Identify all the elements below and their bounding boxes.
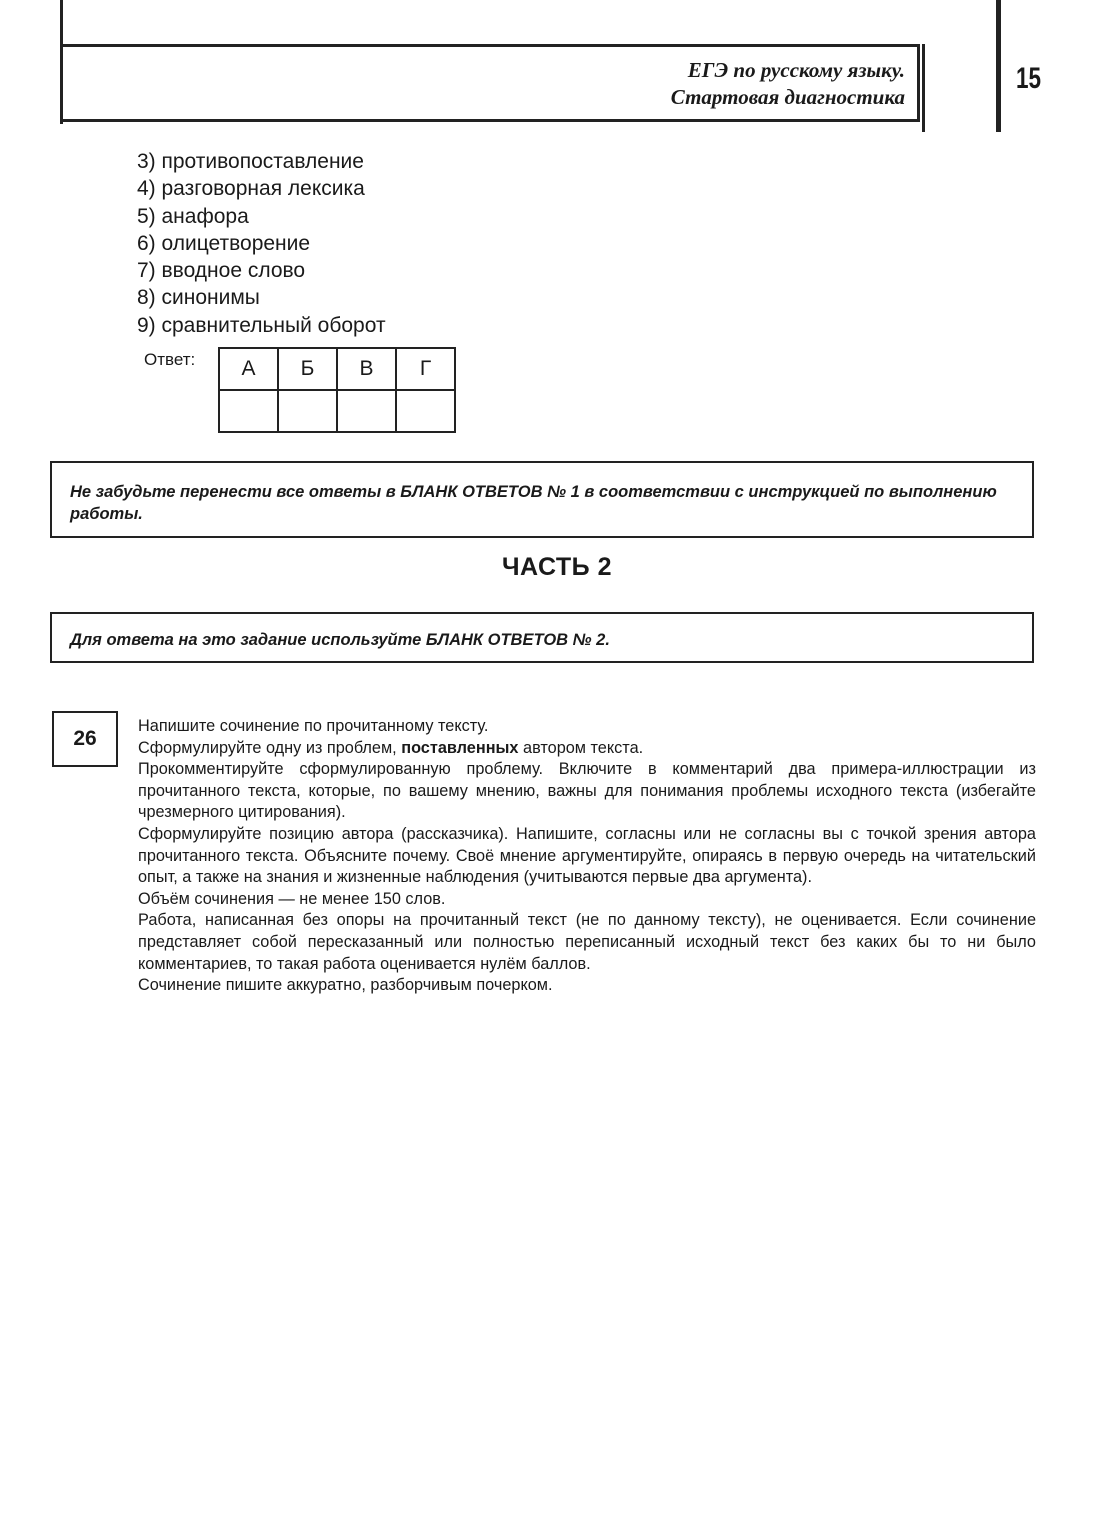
task-text-span: автором текста.: [518, 738, 644, 757]
task-text-span: Сформулируйте одну из проблем,: [138, 738, 402, 757]
task-paragraph: Объём сочинения — не менее 150 слов.: [138, 889, 446, 908]
task-paragraph: [138, 738, 1036, 760]
list-item: 9) сравнительный оборот: [137, 313, 386, 337]
page-number: 15: [1016, 62, 1042, 95]
task-paragraph: Напишите сочинение по прочитанному тексту.: [138, 717, 489, 735]
answer-cell-a[interactable]: [219, 390, 278, 432]
task-number: 26: [52, 711, 118, 767]
answer-cell-v[interactable]: [337, 390, 396, 432]
answer-header-cell: А: [219, 348, 278, 390]
list-item: 5) анафора: [137, 204, 249, 228]
list-item: 4) разговорная лексика: [137, 177, 365, 201]
notice-transfer-answers: Не забудьте перенести все ответы в БЛАНК ОТВЕТОВ № 1 в соответствии с инструкцией по выполнению работы.: [50, 461, 1034, 538]
list-item: 8) синонимы: [137, 286, 260, 310]
task-text-bold: поставленных: [401, 738, 519, 757]
answer-header-cell: Б: [278, 348, 337, 390]
header-title: [671, 57, 905, 111]
list-item: 7) вводное слово: [137, 259, 306, 283]
answer-label: Ответ:: [144, 350, 196, 369]
list-item: 6) олицетворение: [137, 231, 311, 255]
answer-header-cell: Г: [396, 348, 455, 390]
answer-cell-b[interactable]: [278, 390, 337, 432]
header-right-rule: [922, 44, 925, 132]
list-item: 3) противопоставление: [137, 150, 364, 173]
task-paragraph: Прокомментируйте сформулированную проблему. Включите в комментарий два примера-иллюстрации из прочитанного текста, которые, по вашему мнению, важны для понимания проблемы исходного текста (избегайте чрезмерного цитирования).: [138, 760, 1036, 822]
answer-cell-g[interactable]: [396, 390, 455, 432]
answer-table: [218, 347, 456, 433]
page-number-bar: [996, 0, 1001, 132]
answer-input-row: [219, 390, 455, 432]
header-title-line1: ЕГЭ по русскому языку.: [687, 58, 905, 82]
header-box: [60, 44, 920, 122]
notice-answer-form: Для ответа на это задание используйте БЛАНК ОТВЕТОВ № 2.: [50, 612, 1034, 663]
task-paragraph: Работа, написанная без опоры на прочитанный текст (не по данному тексту), не оценивается. Если сочинение представляет собой пересказанный или полностью переписанный исходный текст без каких бы то ни было комментариев, то такая работа оценивается нулём баллов.: [138, 911, 1036, 973]
part-title: ЧАСТЬ 2: [501, 553, 613, 581]
task-paragraph: Сочинение пишите аккуратно, разборчивым почерком.: [138, 976, 553, 995]
answer-header-cell: В: [337, 348, 396, 390]
task-paragraph: Сформулируйте позицию автора (рассказчика). Напишите, согласны или не согласны вы с точкой зрения автора прочитанного текста. Объясните почему. Своё мнение аргументируйте, опираясь в первую очередь на читательский опыт, а также на знания и жизненные наблюдения (учитываются первые два аргумента).: [138, 824, 1036, 887]
options-list: [137, 148, 386, 339]
header-title-line2: Стартовая диагностика: [670, 85, 905, 109]
answer-header-row: [219, 348, 455, 390]
task-text: [138, 716, 1036, 997]
